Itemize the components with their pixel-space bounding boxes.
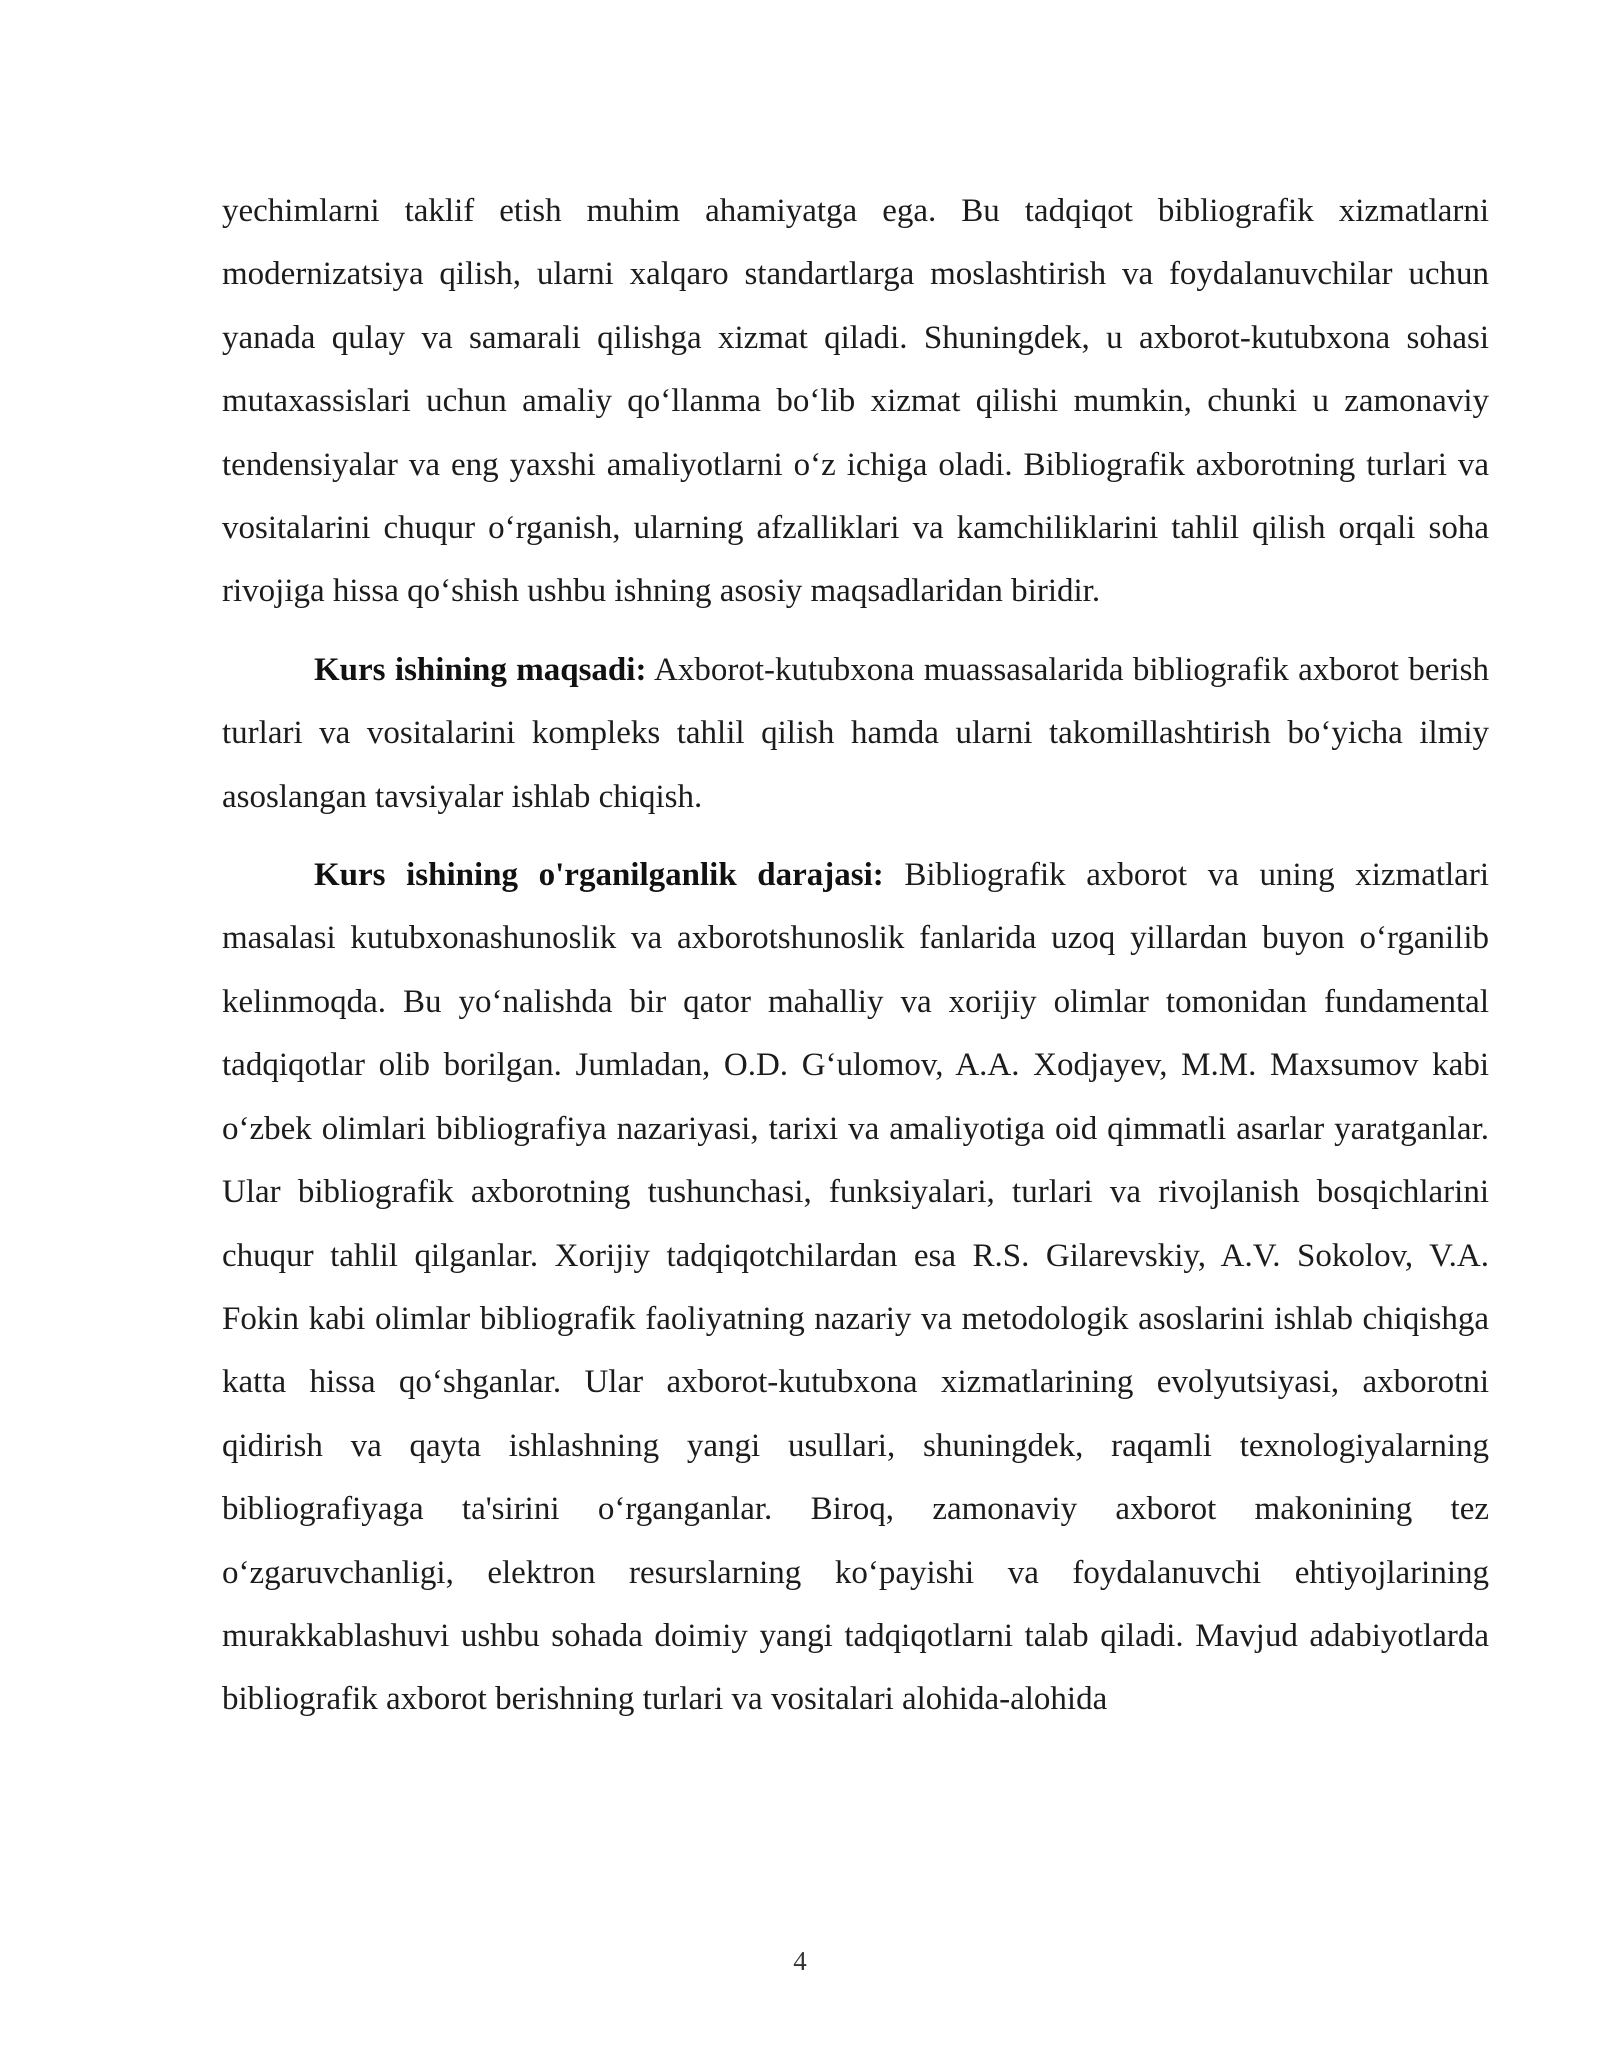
paragraph-continuation [222,180,1489,624]
paragraph-text: Bibliografik axborot va uning xizmatlari masalasi kutubxonashunoslik va axborotshunoslik fanlarida uzoq yillardan buyon o‘rganilib kelinmoqda. Bu yo‘nalishda bir qator mahalliy va xorijiy olimlar tomonidan fundamental tadqiqotlar olib borilgan. Jumladan, O.D. G‘ulomov, A.A. Xodjayev, M.M. Maxsumov kabi o‘zbek olimlari bibliografiya nazariyasi, tarixi va amaliyotiga oid qimmatli asarlar yaratganlar. Ular bibliografik axborotning tushunchasi, funksiyalari, turlari va rivojlanish bosqichlarini chuqur tahlil qilganlar. Xorijiy tadqiqotchilardan esa R.S. Gilarevskiy, A.V. Sokolov, V.A. Fokin kabi olimlar bibliografik faoliyatning nazariy va metodologik asoslarini ishlab chiqishga katta hissa qo‘shganlar. Ular axborot-kutubxona xizmatlarining evolyutsiyasi, axborotni qidirish va qayta ishlashning yangi usullari, shuningdek, raqamli texnologiyalarning bibliografiyaga ta'sirini o‘rganganlar. Biroq, zamonaviy axborot makonining tez o‘zgaruvchanligi, elektron resurslarning ko‘payishi va foydalanuvchi ehtiyojlarining murakkablashuvi ushbu sohada doimiy yangi tadqiqotlarni talab qiladi. Mavjud adabiyotlarda bibliografik axborot berishning turlari va vositalari alohida-alohida [222,857,1489,1718]
paragraph-text: Axborot-kutubxona muassasalarida bibliografik axborot berish turlari va vositalarini kompleks tahlil qilish hamda ularni takomillashtirish bo‘yicha ilmiy asoslangan tavsiyalar ishlab chiqish. [222,651,1489,815]
page-number: 4 [793,1946,807,1976]
paragraph-study-level [222,844,1489,1732]
paragraph-heading: Kurs ishining o'rganilganlik darajasi: [314,857,884,894]
body-text [222,180,1489,1732]
paragraph-course-goal [222,639,1489,829]
paragraph-heading: Kurs ishining maqsadi: [314,651,647,688]
paragraph-text: yechimlarni taklif etish muhim ahamiyatga ega. Bu tadqiqot bibliografik xizmatlarni modernizatsiya qilish, ularni xalqaro standartlarga moslashtirish va foydalanuvchilar uchun yanada qulay va samarali qilishga xizmat qiladi. Shuningdek, u axborot-kutubxona sohasi mutaxassislari uchun amaliy qo‘llanma bo‘lib xizmat qilishi mumkin, chunki u zamonaviy tendensiyalar va eng yaxshi amaliyotlarni o‘z ichiga oladi. Bibliografik axborotning turlari va vositalarini chuqur o‘rganish, ularning afzalliklari va kamchiliklarini tahlil qilish orqali soha rivojiga hissa qo‘shish ushbu ishning asosiy maqsadlaridan biridir. [222,193,1489,610]
